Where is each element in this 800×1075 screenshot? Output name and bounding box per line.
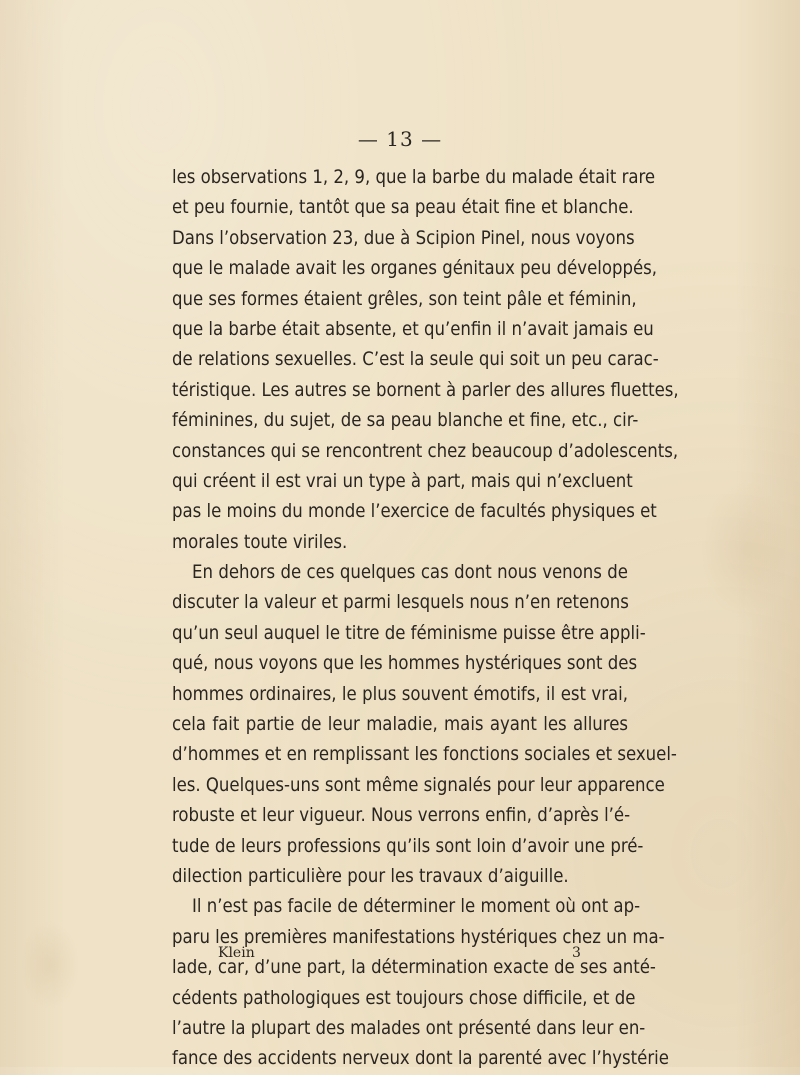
paper-stain (20, 920, 80, 1010)
text-line: les. Quelques-uns sont même signalés pour leur apparence (172, 774, 665, 796)
text-line: qué, nous voyons que les hommes hystériques sont des (172, 653, 638, 675)
text-line: l’autre la plupart des malades ont présenté dans leur en- (172, 1017, 646, 1039)
text-line: cédents pathologiques est toujours chose difficile, et de (172, 987, 636, 1009)
text-line: d’hommes et en remplissant les fonctions sociales et sexuel- (172, 744, 677, 766)
text-line: constances qui se rencontrent chez beaucoup d’adolescents, (172, 440, 679, 462)
text-line: hommes ordinaires, le plus souvent émotifs, il est vrai, (172, 683, 628, 705)
text-line: téristique. Les autres se bornent à parler des allures fluettes, (172, 379, 679, 401)
text-line: que ses formes étaient grêles, son teint pâle et féminin, (172, 288, 637, 310)
text-line: robuste et leur vigueur. Nous verrons enfin, d’après l’é- (172, 805, 631, 827)
text-line: dilection particulière pour les travaux d’aiguille. (172, 865, 569, 887)
page-number: — 13 — (357, 127, 443, 151)
text-line: discuter la valeur et parmi lesquels nous n’en retenons (172, 592, 629, 614)
text-line: de relations sexuelles. C’est la seule qui soit un peu carac- (172, 349, 659, 371)
text-line: En dehors de ces quelques cas dont nous venons de (192, 562, 628, 584)
text-line: et peu fournie, tantôt que sa peau était fine et blanche. (172, 197, 634, 219)
text-line: qui créent il est vrai un type à part, mais qui n’excluent (172, 470, 633, 492)
text-line: les observations 1, 2, 9, que la barbe du malade était rare (172, 167, 656, 188)
text-line: Il n’est pas facile de déterminer le moment où ont ap- (192, 896, 641, 918)
signature-mark: Klein (218, 945, 255, 961)
text-line: qu’un seul auquel le titre de féminisme puisse être appli- (172, 622, 646, 644)
body-text (172, 163, 679, 1075)
text-line: que la barbe était absente, et qu’enfin il n’avait jamais eu (172, 318, 654, 340)
text-line: fance des accidents nerveux dont la parenté avec l’hystérie (172, 1048, 669, 1070)
text-line: paru les premières manifestations hystériques chez un ma- (172, 926, 665, 948)
text-line: cela fait partie de leur maladie, mais ayant les allures (172, 714, 628, 736)
text-line: féminines, du sujet, de sa peau blanche et fine, etc., cir- (172, 410, 639, 432)
text-line: morales toute viriles. (172, 531, 348, 553)
paper-stain (700, 480, 790, 620)
text-line: que le malade avait les organes génitaux peu développés, (172, 258, 658, 280)
text-line: Dans l’observation 23, due à Scipion Pinel, nous voyons (172, 227, 635, 249)
text-line: pas le moins du monde l’exercice de facultés physiques et (172, 501, 657, 523)
sheet-number: 3 (572, 945, 581, 961)
text-line: lade, car, d’une part, la détermination exacte de ses anté- (172, 957, 656, 979)
text-line: tude de leurs professions qu’ils sont loin d’avoir une pré- (172, 835, 644, 857)
